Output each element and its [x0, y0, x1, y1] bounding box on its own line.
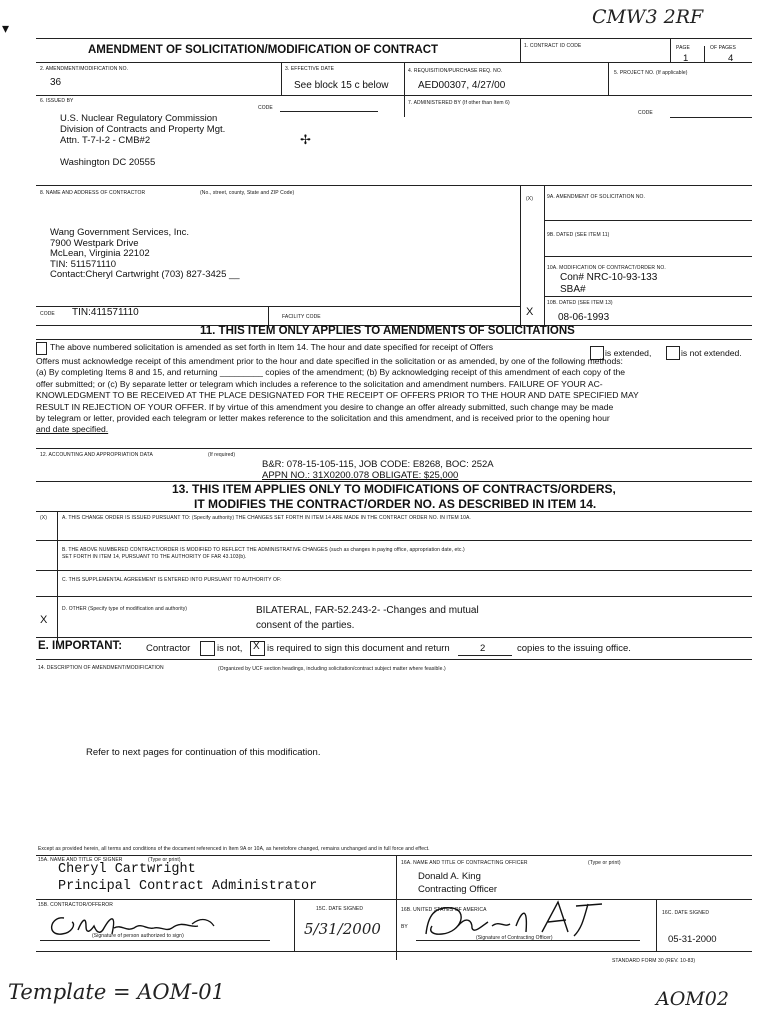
item-16a-sub: (Type or print)	[588, 860, 621, 866]
item-11-line: (a) By completing Items 8 and 15, and returning _________ copies of the amendment; (b) By acknowledging receipt of this amendment of each copy of the	[36, 367, 626, 378]
requisition-value: AED00307, 4/27/00	[418, 80, 506, 91]
item-11-line: RESULT IN REJECTION OF YOUR OFFER. If by virtue of this amendment you desire to change an offer already submitted, such change may be made	[36, 401, 614, 412]
contractor-label: 8. NAME AND ADDRESS OF CONTRACTOR	[40, 190, 146, 196]
item-13b-text-1: B. THE ABOVE NUMBERED CONTRACT/ORDER IS MODIFIED TO REFLECT THE ADMINISTRATIVE CHANGES (such as changes in paying office, appropriation date, etc.)	[62, 547, 465, 553]
important-label: E. IMPORTANT:	[38, 640, 123, 652]
item-11-line: offer submitted; or (c) By separate letter or telegram which includes a reference to the solicitation and amendment numbers. FAILURE OF YOUR AC-	[36, 378, 603, 389]
item-10-x-mark: X	[526, 306, 534, 318]
item-11-line: KNOWLEDGMENT TO BE RECEIVED AT THE PLACE DESIGNATED FOR THE RECEIPT OF OFFERS PRIOR TO THE HOUR AND DATE SPECIFIED MAY	[36, 390, 639, 401]
item-12-line1: B&R: 078-15-105-115, JOB CODE: E8268, BOC: 252A	[262, 459, 494, 470]
rule	[36, 62, 752, 63]
item-13c-text: C. THIS SUPPLEMENTAL AGREEMENT IS ENTERED INTO PURSUANT TO AUTHORITY OF:	[62, 577, 282, 583]
amendment-no-label: 2. AMENDMENT/MODIFICATION NO.	[40, 66, 129, 72]
rule	[268, 306, 269, 325]
item-14-label: 14. DESCRIPTION OF AMENDMENT/MODIFICATION	[38, 665, 164, 671]
contractor-code-value: TIN:411571110	[72, 307, 139, 318]
item-11-line: and date specified.	[36, 424, 109, 435]
item-10b-label: 10B. DATED (SEE ITEM 13)	[547, 300, 613, 306]
rule	[36, 339, 752, 340]
is-not-extended-checkbox[interactable]	[666, 346, 680, 360]
item-13a-text: A. THIS CHANGE ORDER IS ISSUED PURSUANT TO: (Specify authority) THE CHANGES SET FORTH IN ITEM 14 ARE MADE IN THE CONTRACT ORDER NO. IN ITEM 10A.	[62, 515, 471, 521]
rule	[520, 185, 521, 325]
item-15c-date: 5/31/2000	[304, 920, 381, 938]
item-16a-label: 16A. NAME AND TITLE OF CONTRACTING OFFICER	[401, 860, 528, 866]
important-contractor: Contractor	[146, 643, 191, 654]
item-13d-x-mark: X	[40, 614, 48, 626]
rule	[36, 659, 752, 660]
contractor-line: 7900 Westpark Drive	[50, 237, 139, 249]
is-not-extended-label: is not extended.	[681, 348, 742, 358]
copies-value: 2	[480, 643, 486, 654]
issued-line: Washington DC 20555	[60, 157, 156, 168]
rule	[36, 448, 752, 449]
contract-id-label: 1. CONTRACT ID CODE	[524, 43, 582, 49]
item-13d-value-2: consent of the parties.	[256, 620, 355, 631]
item-9b-label: 9B. DATED (SEE ITEM 11)	[547, 232, 610, 238]
rule	[544, 296, 752, 297]
page-value: 1	[683, 53, 689, 64]
rule	[36, 899, 752, 900]
item-16a-name: Donald A. King	[418, 871, 481, 882]
issued-line	[60, 146, 225, 157]
item-15a-label: 15A. NAME AND TITLE OF SIGNER	[38, 857, 123, 863]
rule	[458, 655, 512, 656]
item-9a-label: 9A. AMENDMENT OF SOLICITATION NO.	[547, 194, 646, 200]
rule	[36, 540, 752, 541]
is-extended-label: is extended,	[605, 348, 652, 358]
rule	[36, 95, 752, 96]
rule	[544, 185, 545, 325]
rule	[36, 511, 752, 512]
rule	[280, 111, 378, 112]
contractor-line: Contact:Cheryl Cartwright (703) 827-3425 __	[50, 269, 240, 280]
copies-suffix: copies to the issuing office.	[517, 643, 631, 654]
item-15a-name: Cheryl Cartwright	[58, 862, 196, 877]
item-14-label-sub: (Organized by UCF section headings, including solicitation/contract subject matter where feasible.)	[218, 666, 446, 672]
rule	[57, 511, 58, 641]
item-16c-date: 05-31-2000	[668, 934, 717, 945]
x-column-label: (X)	[526, 196, 533, 202]
item-13d-text: D. OTHER (Specify type of modification and authority)	[62, 606, 188, 612]
item-12-line2: APPN NO.: 31X0200.078 OBLIGATE: $25,000	[262, 470, 459, 481]
effective-date-value: See block 15 c below	[294, 80, 389, 91]
issued-line: Attn. T-7-I-2 - CMB#2	[60, 135, 151, 146]
item-13d-value-1: BILATERAL, FAR-52.243-2- -Changes and mutual	[256, 605, 479, 616]
item-14-body: Refer to next pages for continuation of this modification.	[86, 747, 321, 758]
rule	[520, 38, 521, 62]
form-id: STANDARD FORM 30 (REV. 10-83)	[612, 958, 696, 964]
item-13-heading-1: 13. THIS ITEM APPLIES ONLY TO MODIFICATIONS OF CONTRACTS/ORDERS,	[172, 482, 616, 496]
item-15a-sub: (Type or print)	[148, 857, 181, 863]
page-label: PAGE	[676, 45, 690, 51]
contractor-address	[50, 228, 240, 281]
is-required-x: X	[253, 641, 260, 652]
stray-mark: ✢	[300, 132, 311, 147]
item-13-heading-2: IT MODIFIES THE CONTRACT/ORDER NO. AS DESCRIBED IN ITEM 14.	[194, 497, 597, 511]
rule	[36, 185, 752, 186]
item-16c-label: 16C. DATE SIGNED	[662, 910, 710, 916]
item-13-x-label: (X)	[40, 515, 47, 521]
rule	[36, 637, 752, 638]
item-10a-contract: Con# NRC-10-93-133	[560, 272, 658, 283]
rule	[36, 596, 752, 597]
rule	[608, 62, 609, 96]
item-15b-label: 15B. CONTRACTOR/OFFEROR	[38, 902, 113, 908]
footer-note: Except as provided herein, all terms and conditions of the document referenced in Item 9A or 10A, as heretofore changed, remains unchanged and in full force and effect.	[38, 846, 430, 852]
item-12-label-sub: (If required)	[208, 452, 236, 458]
issued-by-address	[60, 113, 225, 168]
contractor-line: Wang Government Services, Inc.	[50, 227, 190, 238]
item-11-line: by telegram or letter, provided each telegram or letter makes reference to the solicitation and this amendment, and is received prior to the opening hour	[36, 413, 610, 424]
contractor-code-label: CODE	[40, 311, 55, 317]
is-not-checkbox[interactable]	[200, 641, 215, 656]
amendment-no-value: 36	[50, 77, 62, 88]
rule	[294, 899, 295, 951]
rule	[36, 570, 752, 571]
effective-date-label: 3. EFFECTIVE DATE	[285, 66, 335, 72]
administered-code-label: CODE	[638, 110, 653, 116]
of-pages-label: OF PAGES	[710, 45, 736, 51]
issued-by-label: 6. ISSUED BY	[40, 98, 74, 104]
rule	[544, 220, 752, 221]
handwritten-bottom-left: Template = AOM-01	[8, 980, 225, 1004]
item-13b-text-2: SET FORTH IN ITEM 14, PURSUANT TO THE AUTHORITY OF FAR 43.103(b).	[62, 554, 247, 560]
rule	[36, 38, 752, 39]
item-11-line1: The above numbered solicitation is amended as set forth in Item 14. The hour and date specified for receipt of Offers	[50, 342, 493, 352]
item-10a-label: 10A. MODIFICATION OF CONTRACT/ORDER NO.	[547, 265, 666, 271]
rule	[704, 46, 705, 62]
requisition-label: 4. REQUISITION/PURCHASE REQ. NO.	[408, 68, 503, 74]
handwritten-bottom-right: AOM02	[656, 988, 729, 1010]
issued-code-label: CODE	[258, 105, 273, 111]
rule	[396, 855, 397, 960]
margin-mark: ▾	[2, 20, 10, 36]
is-required-checkbox[interactable]	[250, 641, 265, 656]
item-11-heading: 11. THIS ITEM ONLY APPLIES TO AMENDMENTS OF SOLICITATIONS	[200, 325, 575, 337]
is-required-label: is required to sign this document and return	[267, 643, 450, 654]
item-16b-label: 16B. UNITED STATES OF AMERICA	[401, 907, 487, 913]
rule	[404, 62, 405, 117]
item-15b-sig-note: (Signature of person authorized to sign)	[92, 933, 184, 939]
issued-line: Division of Contracts and Property Mgt.	[60, 124, 226, 135]
facility-code-label: FACILITY CODE	[282, 314, 321, 320]
rule	[36, 951, 752, 952]
rule	[281, 62, 282, 96]
rule	[36, 855, 752, 856]
item-11-line: Offers must acknowledge receipt of this amendment prior to the hour and date specified in the solicitation or as amended, by one of the following methods:	[36, 356, 623, 366]
rule	[670, 117, 752, 118]
item-15c-label: 15C. DATE SIGNED	[316, 906, 364, 912]
rule	[40, 940, 270, 941]
item-16a-title: Contracting Officer	[418, 884, 498, 895]
item-10b-date: 08-06-1993	[558, 312, 610, 323]
rule	[544, 256, 752, 257]
item-12-label: 12. ACCOUNTING AND APPROPRIATION DATA	[40, 452, 153, 458]
administered-label: 7. ADMINISTERED BY (If other than Item 6)	[408, 100, 510, 106]
project-no-label: 5. PROJECT NO. (If applicable)	[614, 70, 688, 76]
solicitation-checkbox[interactable]	[36, 342, 47, 355]
rule	[670, 38, 671, 62]
contractor-line: TIN: 511571110	[50, 258, 117, 270]
issued-line: U.S. Nuclear Regulatory Commission	[60, 113, 218, 124]
of-pages-value: 4	[728, 53, 734, 64]
item-15a-title: Principal Contract Administrator	[58, 879, 318, 894]
rule	[656, 899, 657, 951]
item-11-text	[36, 356, 639, 436]
contractor-line: McLean, Virginia 22102	[50, 248, 150, 259]
form-title: AMENDMENT OF SOLICITATION/MODIFICATION OF CONTRACT	[88, 44, 439, 56]
item-16b-by: BY	[401, 924, 408, 930]
contractor-label-sub: (No., street, county, State and ZIP Code)	[200, 190, 295, 196]
item-16b-sig-note: (Signature of Contracting Officer)	[476, 935, 553, 941]
item-10a-sba: SBA#	[560, 284, 586, 295]
is-not-label: is not,	[217, 643, 243, 654]
handwritten-top-right: CMW3 2RF	[592, 6, 704, 28]
